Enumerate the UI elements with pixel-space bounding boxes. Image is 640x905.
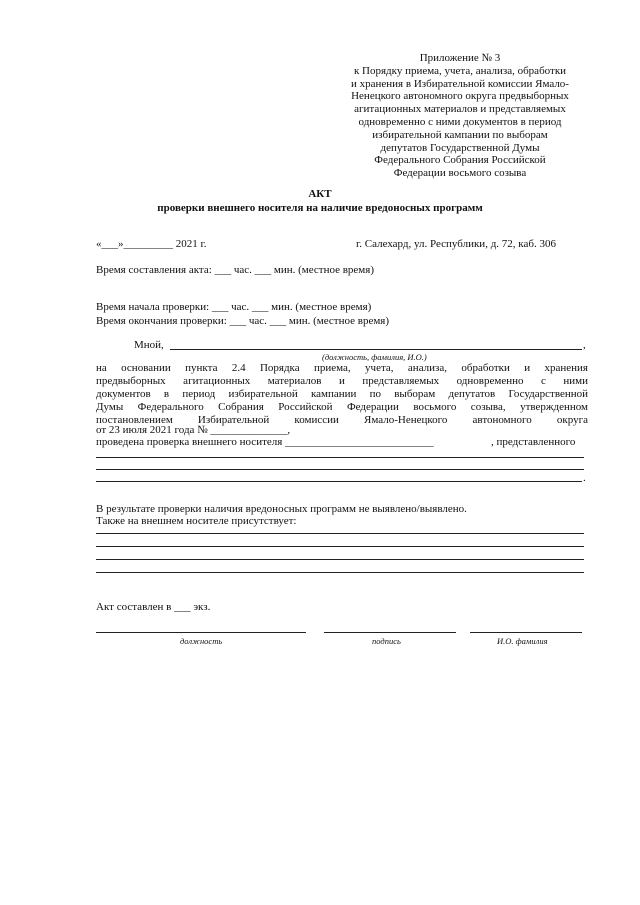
appendix-line: Федерального Собрания Российской xyxy=(374,154,546,167)
signer-caption: (должность, фамилия, И.О.) xyxy=(322,352,427,362)
basis-line: постановлением Избирательной комиссии Ямало-Ненецкого автономного округа xyxy=(96,414,588,426)
copies-line: Акт составлен в ___ экз. xyxy=(96,601,211,613)
end-mark: . xyxy=(583,472,586,484)
blank-line xyxy=(96,457,584,458)
document-title: АКТ xyxy=(308,188,332,200)
signer-line xyxy=(170,349,582,350)
compile-time: Время составления акта: ___ час. ___ мин. (местное время) xyxy=(96,264,374,276)
position-caption: должность xyxy=(180,636,223,646)
name-caption: И.О. фамилия xyxy=(497,636,548,646)
basis-line: документов в период избирательной кампании по выборам депутатов Государственной xyxy=(96,388,588,400)
blank-line xyxy=(96,559,584,560)
blank-line xyxy=(96,533,584,534)
appendix-line: депутатов Государственной Думы xyxy=(380,141,540,154)
check-line-right: , представленного xyxy=(491,436,576,448)
check-line-left: проведена проверка внешнего носителя ___________________________ xyxy=(96,436,434,448)
appendix-line: и хранения в Избирательной комиссии Ямало- xyxy=(351,77,569,90)
result-line-1: В результате проверки наличия вредоносных программ не выявлено/выявлено. xyxy=(96,503,467,515)
signer-suffix: , xyxy=(583,339,586,351)
appendix-line: одновременно с ними документов в период xyxy=(358,115,562,128)
sign-line xyxy=(324,632,456,633)
appendix-block xyxy=(320,52,600,180)
appendix-line: Федерации восьмого созыва xyxy=(393,167,527,180)
basis-last-line: от 23 июля 2021 года № ______________, xyxy=(96,424,291,436)
appendix-line: Ненецкого автономного округа предвыборных xyxy=(351,90,569,103)
appendix-line: избирательной кампании по выборам xyxy=(372,128,548,141)
blank-line xyxy=(96,572,584,573)
basis-line: на основании пункта 2.4 Порядка приема, учета, анализа, обработки и хранения xyxy=(96,362,588,374)
signer-prefix: Мной, xyxy=(134,339,164,351)
result-line-2: Также на внешнем носителе присутствует: xyxy=(96,515,297,527)
position-line xyxy=(96,632,306,633)
basis-line: Думы Федерального Собрания Российской Федерации восьмого созыва, утвержденном xyxy=(96,401,588,413)
appendix-line: Приложение № 3 xyxy=(419,52,501,64)
document-subtitle: проверки внешнего носителя на наличие вредоносных программ xyxy=(157,202,483,214)
blank-line xyxy=(96,546,584,547)
start-time: Время начала проверки: ___ час. ___ мин. (местное время) xyxy=(96,301,372,313)
end-time: Время окончания проверки: ___ час. ___ мин. (местное время) xyxy=(96,315,390,327)
date-field: «___»_________ 2021 г. xyxy=(96,238,207,250)
basis-line: предвыборных агитационных материалов и представляемых одновременно с ними xyxy=(96,375,588,387)
place-field: г. Салехард, ул. Республики, д. 72, каб. 306 xyxy=(356,238,556,250)
blank-line xyxy=(96,469,584,470)
name-line xyxy=(470,632,582,633)
blank-line xyxy=(96,481,582,482)
appendix-line: к Порядку приема, учета, анализа, обработки xyxy=(353,64,567,77)
appendix-line: агитационных материалов и представляемых xyxy=(354,103,566,116)
sign-caption: подпись xyxy=(372,636,401,646)
